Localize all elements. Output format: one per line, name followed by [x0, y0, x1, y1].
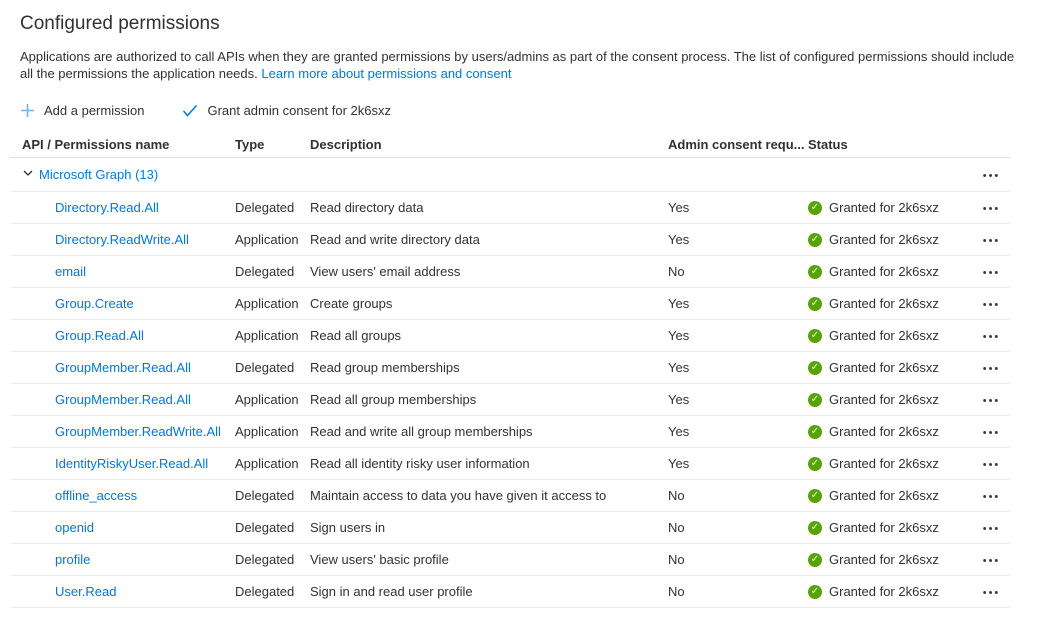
grant-admin-consent-button[interactable] — [182, 103, 391, 118]
granted-check-icon — [808, 265, 822, 279]
type-cell: Delegated — [235, 200, 295, 215]
permissions-toolbar — [10, 103, 1047, 118]
admin-consent-cell: Yes — [668, 456, 690, 471]
permission-row — [10, 352, 1010, 384]
granted-check-icon — [808, 585, 822, 599]
row-menu-button[interactable] — [979, 169, 1005, 183]
status-label: Granted for 2k6sxz — [829, 520, 939, 535]
ellipsis-icon: ••• — [982, 554, 1001, 567]
permission-name-link[interactable]: User.Read — [55, 584, 117, 599]
permission-name-link[interactable]: Group.Create — [55, 296, 134, 311]
ellipsis-icon: ••• — [982, 169, 1001, 182]
description-text: Applications are authorized to call APIs when they are granted permissions by users/admins as part of the consent process. The list of configured permissions should include all the permissions the application needs. — [20, 49, 1015, 81]
permission-row — [10, 256, 1010, 288]
ellipsis-icon: ••• — [982, 362, 1001, 375]
row-menu-button[interactable] — [979, 586, 1005, 600]
description-cell: View users' email address — [310, 264, 461, 279]
type-cell: Delegated — [235, 552, 295, 567]
status-cell — [808, 296, 973, 311]
admin-consent-cell: Yes — [668, 296, 690, 311]
type-cell: Application — [235, 296, 299, 311]
row-menu-button[interactable] — [979, 202, 1005, 216]
permission-name-link[interactable]: Directory.Read.All — [55, 200, 159, 215]
table-rows — [10, 192, 1010, 608]
status-cell — [808, 584, 973, 599]
permission-name-link[interactable]: offline_access — [55, 488, 138, 503]
row-menu-button[interactable] — [979, 394, 1005, 408]
permission-row — [10, 384, 1010, 416]
status-cell — [808, 488, 973, 503]
description-cell: Read directory data — [310, 200, 424, 215]
admin-consent-cell: Yes — [668, 424, 690, 439]
ellipsis-icon: ••• — [982, 330, 1001, 343]
admin-consent-cell: Yes — [668, 328, 690, 343]
description-cell: View users' basic profile — [310, 552, 449, 567]
status-label: Granted for 2k6sxz — [829, 552, 939, 567]
plus-icon — [20, 103, 35, 118]
description-cell: Read all groups — [310, 328, 402, 343]
grant-admin-consent-label: Grant admin consent for 2k6sxz — [207, 103, 391, 118]
status-label: Granted for 2k6sxz — [829, 456, 939, 471]
description-cell: Read all group memberships — [310, 392, 477, 407]
row-menu-button[interactable] — [979, 426, 1005, 440]
description-cell: Sign users in — [310, 520, 386, 535]
description-cell: Create groups — [310, 296, 393, 311]
type-cell: Delegated — [235, 360, 295, 375]
permission-row — [10, 416, 1010, 448]
status-label: Granted for 2k6sxz — [829, 360, 939, 375]
ellipsis-icon: ••• — [982, 266, 1001, 279]
admin-consent-cell: No — [668, 264, 685, 279]
admin-consent-cell: No — [668, 520, 685, 535]
row-menu-button[interactable] — [979, 266, 1005, 280]
granted-check-icon — [808, 297, 822, 311]
status-cell — [808, 424, 973, 439]
permission-row — [10, 288, 1010, 320]
permission-row — [10, 576, 1010, 608]
row-menu-button[interactable] — [979, 554, 1005, 568]
ellipsis-icon: ••• — [982, 522, 1001, 535]
description-cell: Sign in and read user profile — [310, 584, 473, 599]
ellipsis-icon: ••• — [982, 298, 1001, 311]
add-permission-label: Add a permission — [44, 103, 145, 118]
ellipsis-icon: ••• — [982, 234, 1001, 247]
type-cell: Delegated — [235, 488, 295, 503]
description-cell: Read and write all group memberships — [310, 424, 533, 439]
permission-name-link[interactable]: GroupMember.Read.All — [55, 392, 191, 407]
row-menu-button[interactable] — [979, 458, 1005, 472]
permission-name-link[interactable]: openid — [55, 520, 95, 535]
permission-name-link[interactable]: email — [55, 264, 87, 279]
permission-row — [10, 320, 1010, 352]
status-label: Granted for 2k6sxz — [829, 328, 939, 343]
permission-row — [10, 224, 1010, 256]
row-menu-button[interactable] — [979, 234, 1005, 248]
type-cell: Application — [235, 328, 299, 343]
status-label: Granted for 2k6sxz — [829, 232, 939, 247]
status-cell — [808, 200, 973, 215]
status-label: Granted for 2k6sxz — [829, 296, 939, 311]
granted-check-icon — [808, 329, 822, 343]
description-cell: Read and write directory data — [310, 232, 480, 247]
status-label: Granted for 2k6sxz — [829, 424, 939, 439]
type-cell: Delegated — [235, 584, 295, 599]
learn-more-link[interactable]: Learn more about permissions and consent — [261, 66, 512, 81]
chevron-down-icon — [22, 167, 34, 182]
description-cell: Read all identity risky user information — [310, 456, 530, 471]
granted-check-icon — [808, 361, 822, 375]
status-cell — [808, 232, 973, 247]
permission-name-link[interactable]: Directory.ReadWrite.All — [55, 232, 189, 247]
permission-row — [10, 480, 1010, 512]
row-menu-button[interactable] — [979, 330, 1005, 344]
ellipsis-icon: ••• — [982, 426, 1001, 439]
group-expander[interactable] — [10, 167, 235, 182]
description-cell: Read group memberships — [310, 360, 460, 375]
granted-check-icon — [808, 521, 822, 535]
admin-consent-cell: No — [668, 488, 685, 503]
status-cell — [808, 392, 973, 407]
ellipsis-icon: ••• — [982, 394, 1001, 407]
granted-check-icon — [808, 425, 822, 439]
status-cell — [808, 328, 973, 343]
type-cell: Delegated — [235, 264, 295, 279]
permission-row — [10, 544, 1010, 576]
permission-name-link[interactable]: profile — [55, 552, 91, 567]
admin-consent-cell: Yes — [668, 392, 690, 407]
ellipsis-icon: ••• — [982, 458, 1001, 471]
api-group-row — [10, 158, 1010, 192]
permission-row — [10, 448, 1010, 480]
row-menu-button[interactable] — [979, 522, 1005, 536]
status-label: Granted for 2k6sxz — [829, 392, 939, 407]
status-label: Granted for 2k6sxz — [829, 200, 939, 215]
type-cell: Application — [235, 424, 299, 439]
granted-check-icon — [808, 553, 822, 567]
admin-consent-cell: Yes — [668, 232, 690, 247]
row-menu-button[interactable] — [979, 362, 1005, 376]
api-group-link[interactable]: Microsoft Graph (13) — [39, 167, 159, 182]
status-cell — [808, 360, 973, 375]
admin-consent-cell: Yes — [668, 200, 690, 215]
status-cell — [808, 456, 973, 471]
permission-name-link[interactable]: IdentityRiskyUser.Read.All — [55, 456, 209, 471]
add-permission-button[interactable] — [20, 103, 144, 118]
status-cell — [808, 520, 973, 535]
row-menu-button[interactable] — [979, 298, 1005, 312]
status-cell — [808, 552, 973, 567]
type-cell: Application — [235, 232, 299, 247]
description-cell: Maintain access to data you have given it access to — [310, 488, 607, 503]
ellipsis-icon: ••• — [982, 202, 1001, 215]
status-label: Granted for 2k6sxz — [829, 584, 939, 599]
header-admin-consent-required: Admin consent requ... — [668, 136, 805, 152]
header-description: Description — [310, 136, 382, 152]
ellipsis-icon: ••• — [982, 586, 1001, 599]
row-menu-button[interactable] — [979, 490, 1005, 504]
permission-name-link[interactable]: Group.Read.All — [55, 328, 144, 343]
permission-row — [10, 512, 1010, 544]
checkmark-icon — [182, 104, 198, 117]
granted-check-icon — [808, 457, 822, 471]
granted-check-icon — [808, 393, 822, 407]
type-cell: Application — [235, 392, 299, 407]
table-header-row — [10, 131, 1010, 158]
page-title: Configured permissions — [20, 13, 220, 34]
status-label: Granted for 2k6sxz — [829, 264, 939, 279]
granted-check-icon — [808, 201, 822, 215]
permissions-table — [10, 131, 1010, 608]
permission-name-link[interactable]: GroupMember.ReadWrite.All — [55, 424, 221, 439]
type-cell: Delegated — [235, 520, 295, 535]
permission-row — [10, 192, 1010, 224]
header-status: Status — [808, 136, 848, 152]
granted-check-icon — [808, 489, 822, 503]
status-label: Granted for 2k6sxz — [829, 488, 939, 503]
admin-consent-cell: No — [668, 584, 685, 599]
admin-consent-cell: No — [668, 552, 685, 567]
header-type: Type — [235, 136, 265, 152]
type-cell: Application — [235, 456, 299, 471]
granted-check-icon — [808, 233, 822, 247]
ellipsis-icon: ••• — [982, 490, 1001, 503]
permission-name-link[interactable]: GroupMember.Read.All — [55, 360, 191, 375]
page-description — [20, 48, 1020, 82]
header-api-permissions-name: API / Permissions name — [22, 136, 170, 152]
admin-consent-cell: Yes — [668, 360, 690, 375]
status-cell — [808, 264, 973, 279]
